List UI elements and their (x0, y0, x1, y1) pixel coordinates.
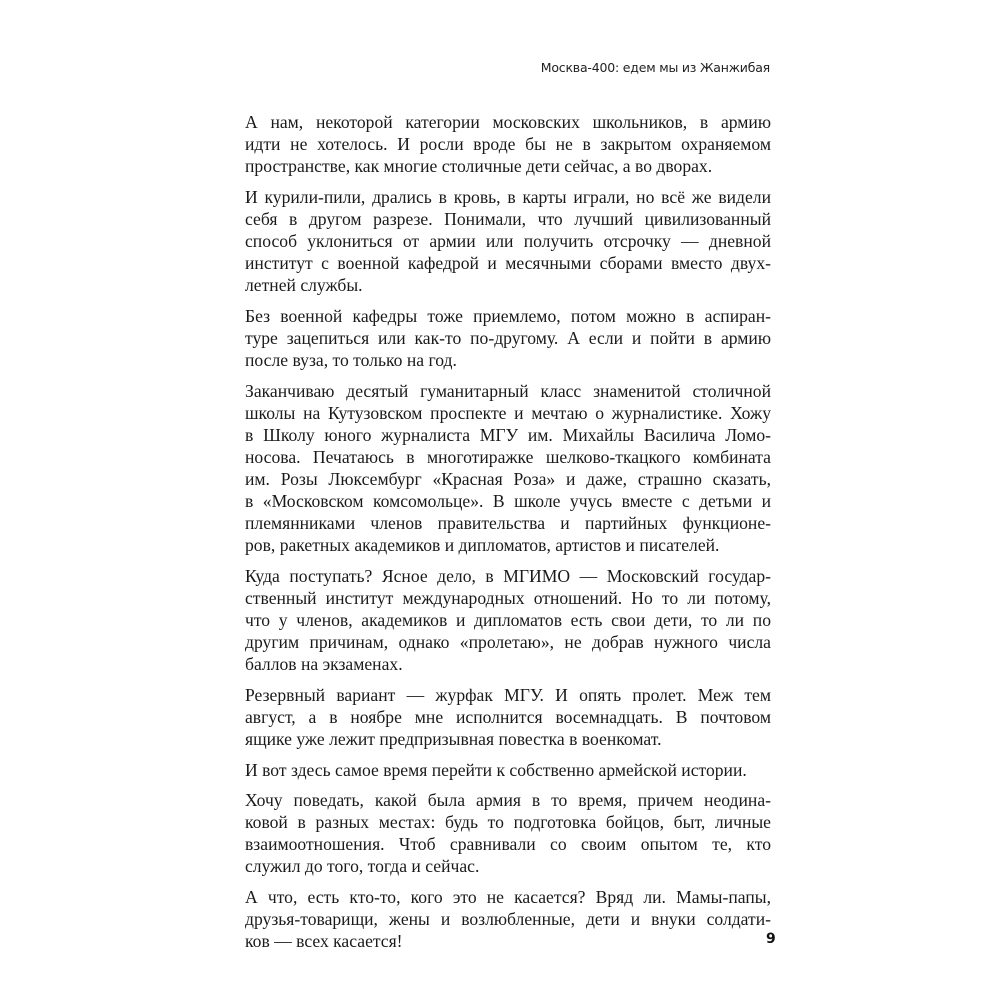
text-line: друзья-товарищи, жены и возлюбленные, дети и внуки солдати- (245, 909, 771, 930)
paragraph (245, 565, 771, 675)
text-line: способ уклониться от армии или получить отсрочку — дневной (245, 230, 771, 251)
running-header: Москва-400: едем мы из Жанжибая (540, 60, 770, 75)
text-line: А нам, некоторой категории московских школьников, в армию (245, 112, 771, 132)
text-line: им. Розы Люксембург «Красная Роза» и даже, страшно сказать, (245, 468, 771, 489)
text-line: Заканчиваю десятый гуманитарный класс знаменитой столичной (245, 380, 771, 401)
paragraph (245, 886, 771, 952)
text-line: Куда поступать? Ясное дело, в МГИМО — Московский государ- (245, 565, 771, 586)
paragraph (245, 789, 771, 877)
text-line: другим причинам, однако «пролетаю», не добрав нужного числа (245, 632, 771, 653)
paragraph (245, 186, 771, 296)
text-line: пространстве, как многие столичные дети сейчас, а во дворах. (245, 156, 713, 177)
paragraph (245, 684, 771, 750)
text-line: идти не хотелось. И росли вроде бы не в закрытом охраняемом (245, 134, 771, 155)
page-number: 9 (766, 931, 776, 947)
paragraph (245, 759, 771, 781)
text-line: Без военной кафедры тоже приемлемо, потом можно в аспиран- (245, 305, 771, 326)
text-line: баллов на экзаменах. (245, 654, 403, 675)
text-line: себя в другом разрезе. Понимали, что лучший цивилизованный (245, 208, 771, 229)
text-line: что у членов, академиков и дипломатов есть свои дети, то ли по (245, 609, 771, 630)
text-line: И курили-пили, дрались в кровь, в карты играли, но всё же видели (245, 186, 771, 207)
text-line: носова. Печатаюсь в многотиражке шелково-ткацкого комбината (245, 446, 771, 467)
paragraph (245, 111, 771, 177)
text-line: племянниками членов правительства и партийных функционе- (245, 513, 771, 534)
text-line: школы на Кутузовском проспекте и мечтаю о журналистике. Хожу (245, 402, 771, 423)
text-line: ственный институт международных отношений. Но то ли потому, (245, 587, 771, 608)
text-line: туре зацепиться или как-то по-другому. А если и пойти в армию (245, 327, 771, 348)
text-line: А что, есть кто-то, кого это не касается? Вряд ли. Мамы-папы, (245, 887, 771, 907)
text-line: после вуза, то только на год. (245, 349, 457, 370)
text-line: август, а в ноябре мне исполнится восемнадцать. В почтовом (245, 706, 771, 727)
text-line: служил до того, тогда и сейчас. (245, 856, 480, 877)
text-line: ящике уже лежит предпризывная повестка в военкомат. (245, 728, 662, 749)
text-line: институт с военной кафедрой и месячными сборами вместо двух- (245, 253, 771, 274)
paragraph (245, 305, 771, 371)
text-line: Хочу поведать, какой была армия в то время, причем неодина- (245, 790, 771, 811)
text-line: ров, ракетных академиков и дипломатов, артистов и писателей. (245, 535, 720, 556)
text-line: Резервный вариант — журфак МГУ. И опять пролет. Меж тем (245, 684, 771, 705)
text-line: летней службы. (245, 275, 363, 296)
text-line: И вот здесь самое время перейти к собственно армейской истории. (245, 759, 747, 780)
text-line: ков — всех касается! (245, 931, 403, 952)
text-line: в Школу юного журналиста МГУ им. Михайлы Василича Ломо- (245, 424, 771, 445)
text-line: в «Московском комсомольце». В школе учусь вместе с детьми и (245, 491, 771, 511)
page-body-text (245, 111, 771, 961)
text-line: взаимоотношения. Чтоб сравнивали со своим опытом те, кто (245, 834, 771, 855)
paragraph (245, 380, 771, 557)
text-line: ковой в разных местах: будь то подготовка бойцов, быт, личные (245, 812, 771, 833)
